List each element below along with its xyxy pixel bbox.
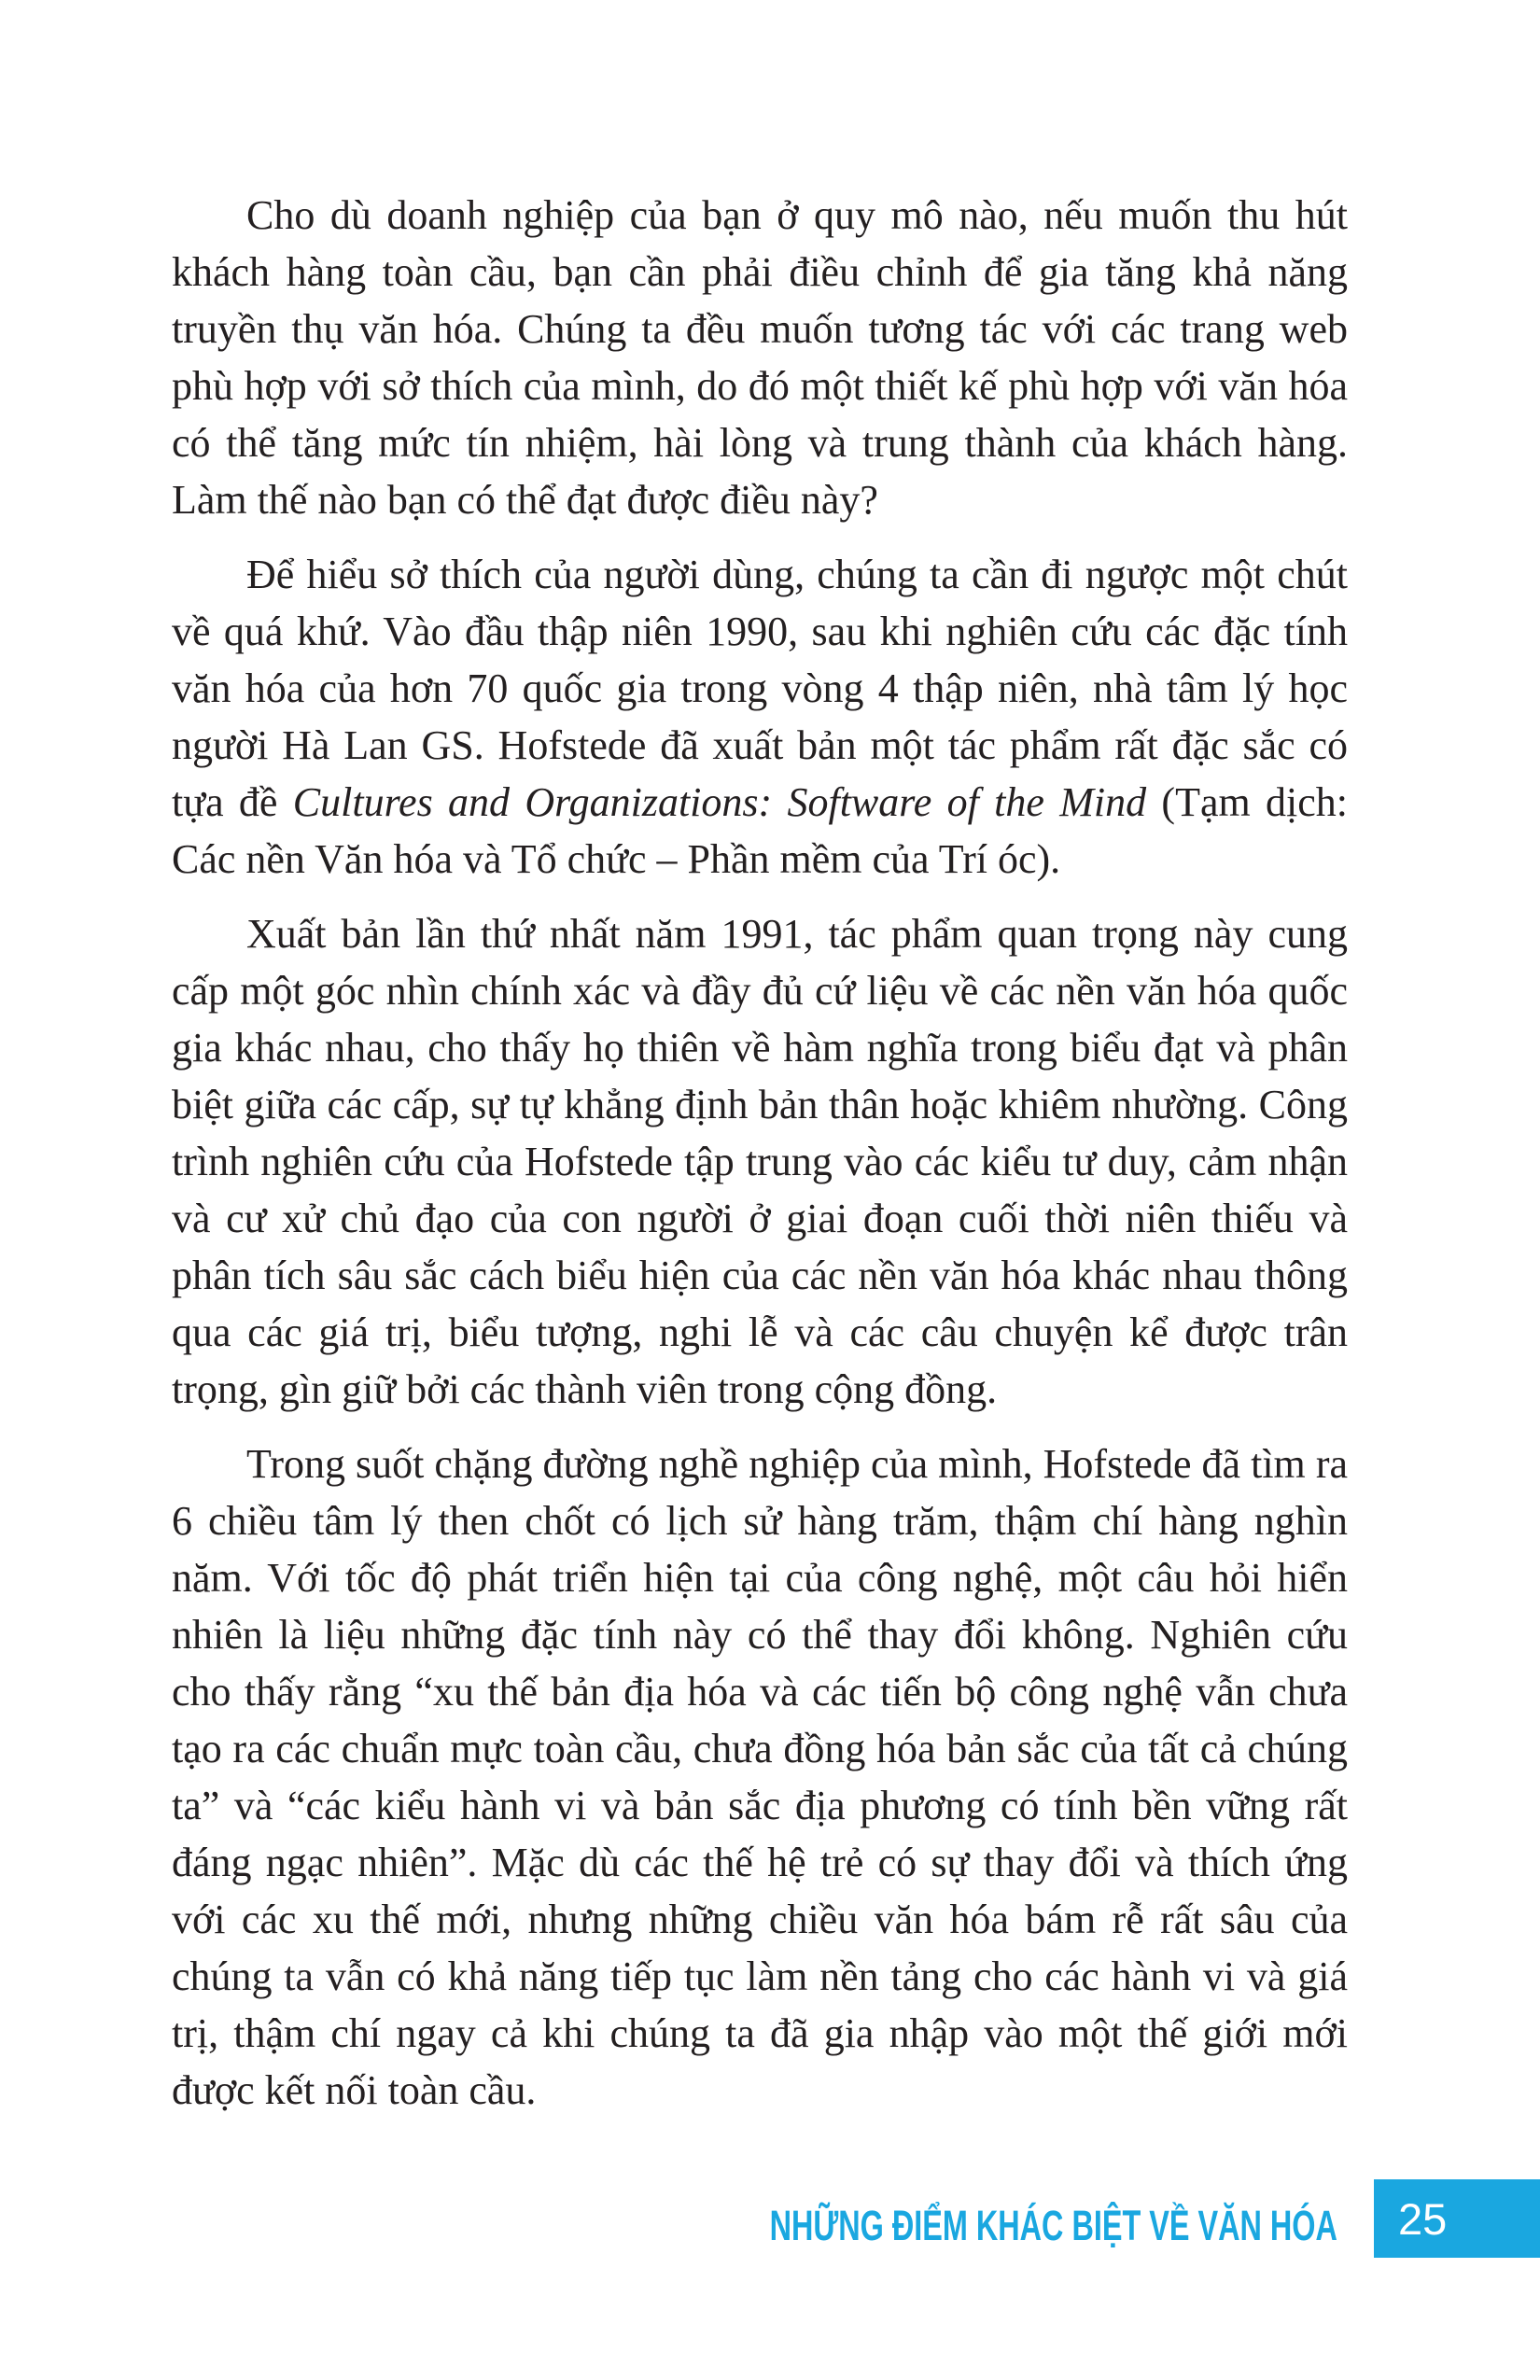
paragraph-4 xyxy=(172,1435,1348,2119)
paragraph-1 xyxy=(172,187,1348,528)
paragraph-4-text: Trong suốt chặng đường nghề nghiệp của mình, Hofstede đã tìm ra 6 chiều tâm lý then chốt có lịch sử hàng trăm, thậm chí hàng nghìn năm. Với tốc độ phát triển hiện tại của công nghệ, một câu hỏi hiển nhiên là liệu những đặc tính này có thể thay đổi không. Nghiên cứu cho thấy rằng “xu thế bản địa hóa và các tiến bộ công nghệ vẫn chưa tạo ra các chuẩn mực toàn cầu, chưa đồng hóa bản sắc của tất cả chúng ta” và “các kiểu hành vi và bản sắc địa phương có tính bền vững rất đáng ngạc nhiên”. Mặc dù các thế hệ trẻ có sự thay đổi và thích ứng với các xu thế mới, nhưng những chiều văn hóa bám rễ rất sâu của chúng ta vẫn có khả năng tiếp tục làm nền tảng cho các hành vi và giá trị, thậm chí ngay cả khi chúng ta đã gia nhập vào một thế giới mới được kết nối toàn cầu. xyxy=(172,1441,1348,2113)
book-title-italic: Cultures and Organizations: Software of the Mind xyxy=(292,779,1147,825)
body-text xyxy=(172,187,1348,2119)
page-number: 25 xyxy=(1398,2193,1448,2244)
paragraph-2 xyxy=(172,546,1348,888)
page-number-box xyxy=(1374,2179,1540,2258)
running-footer-chapter-title: NHỮNG ĐIỂM KHÁC BIỆT VỀ VĂN HÓA xyxy=(769,2202,1337,2249)
paragraph-3-text: Xuất bản lần thứ nhất năm 1991, tác phẩm quan trọng này cung cấp một góc nhìn chính xác và đầy đủ cứ liệu về các nền văn hóa quốc gia khác nhau, cho thấy họ thiên về hàm nghĩa trong biểu đạt và phân biệt giữa các cấp, sự tự khẳng định bản thân hoặc khiêm nhường. Công trình nghiên cứu của Hofstede tập trung vào các kiểu tư duy, cảm nhận và cư xử chủ đạo của con người ở giai đoạn cuối thời niên thiếu và phân tích sâu sắc cách biểu hiện của các nền văn hóa khác nhau thông qua các giá trị, biểu tượng, nghi lễ và các câu chuyện kể được trân trọng, gìn giữ bởi các thành viên trong cộng đồng. xyxy=(172,911,1348,1412)
paragraph-2-text-before: Để hiểu sở thích của người dùng, chúng ta cần đi ngược một chút về quá khứ. Vào đầu thập niên 1990, sau khi nghiên cứu các đặc tính văn hóa của hơn 70 quốc gia trong vòng 4 thập niên, nhà tâm lý học người Hà Lan GS. Hofstede đã xuất bản một tác phẩm rất đặc sắc có tựa đề xyxy=(172,552,1348,825)
paragraph-2-text-after: (Tạm dịch: Các nền Văn hóa và Tổ chức – Phần mềm của Trí óc). xyxy=(172,779,1348,882)
paragraph-1-text: Cho dù doanh nghiệp của bạn ở quy mô nào, nếu muốn thu hút khách hàng toàn cầu, bạn cần phải điều chỉnh để gia tăng khả năng truyền thụ văn hóa. Chúng ta đều muốn tương tác với các trang web phù hợp với sở thích của mình, do đó một thiết kế phù hợp với văn hóa có thể tăng mức tín nhiệm, hài lòng và trung thành của khách hàng. Làm thế nào bạn có thể đạt được điều này? xyxy=(172,192,1348,523)
paragraph-3 xyxy=(172,905,1348,1418)
